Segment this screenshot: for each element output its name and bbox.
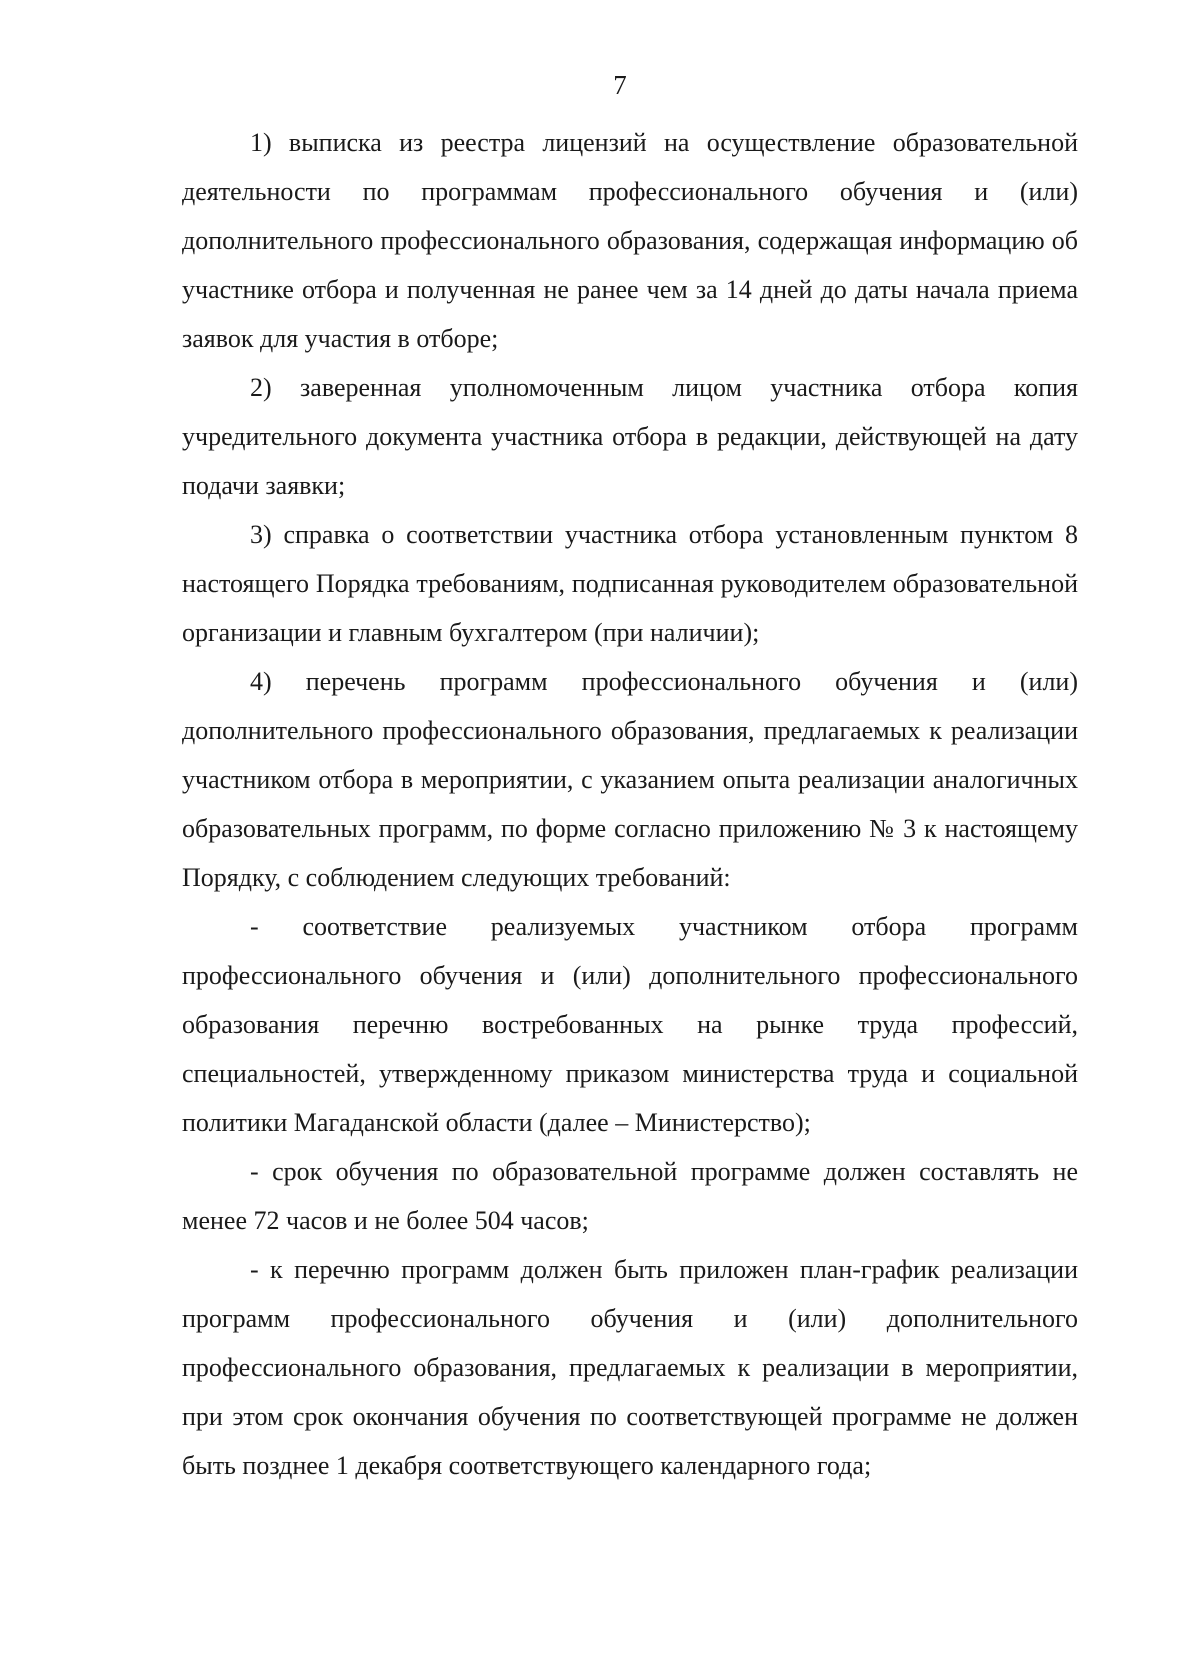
- requirement-item-2: - срок обучения по образовательной программе должен составлять не менее 72 часов и не более 504 часов;: [182, 1157, 1078, 1235]
- requirement-item-3: - к перечню программ должен быть приложен план-график реализации программ профессионального обучения и (или) дополнительного профессионального образования, предлагаемых к реализации в мероприятии, при этом срок окончания обучения по соответствующей программе не должен быть позднее 1 декабря соответствующего календарного года;: [182, 1255, 1078, 1480]
- paragraph-item-2: 2) заверенная уполномоченным лицом участника отбора копия учредительного документа участника отбора в редакции, действующей на дату подачи заявки;: [182, 373, 1078, 500]
- paragraph-item-1: 1) выписка из реестра лицензий на осуществление образовательной деятельности по программам профессионального обучения и (или) дополнительного профессионального образования, содержащая информацию об участнике отбора и полученная не ранее чем за 14 дней до даты начала приема заявок для участия в отборе;: [182, 128, 1078, 353]
- paragraph-item-3: 3) справка о соответствии участника отбора установленным пунктом 8 настоящего Порядка требованиям, подписанная руководителем образовательной организации и главным бухгалтером (при наличии);: [182, 520, 1078, 647]
- document-body: [182, 118, 1078, 1490]
- paragraph-item-4: 4) перечень программ профессионального обучения и (или) дополнительного профессионального образования, предлагаемых к реализации участником отбора в мероприятии, с указанием опыта реализации аналогичных образовательных программ, по форме согласно приложению № 3 к настоящему Порядку, с соблюдением следующих требований:: [182, 667, 1078, 892]
- requirement-item-1: - соответствие реализуемых участником отбора программ профессионального обучения и (или) дополнительного профессионального образования перечню востребованных на рынке труда профессий, специальностей, утвержденному приказом министерства труда и социальной политики Магаданской области (далее – Министерство);: [182, 912, 1078, 1137]
- page-number: 7: [613, 70, 627, 100]
